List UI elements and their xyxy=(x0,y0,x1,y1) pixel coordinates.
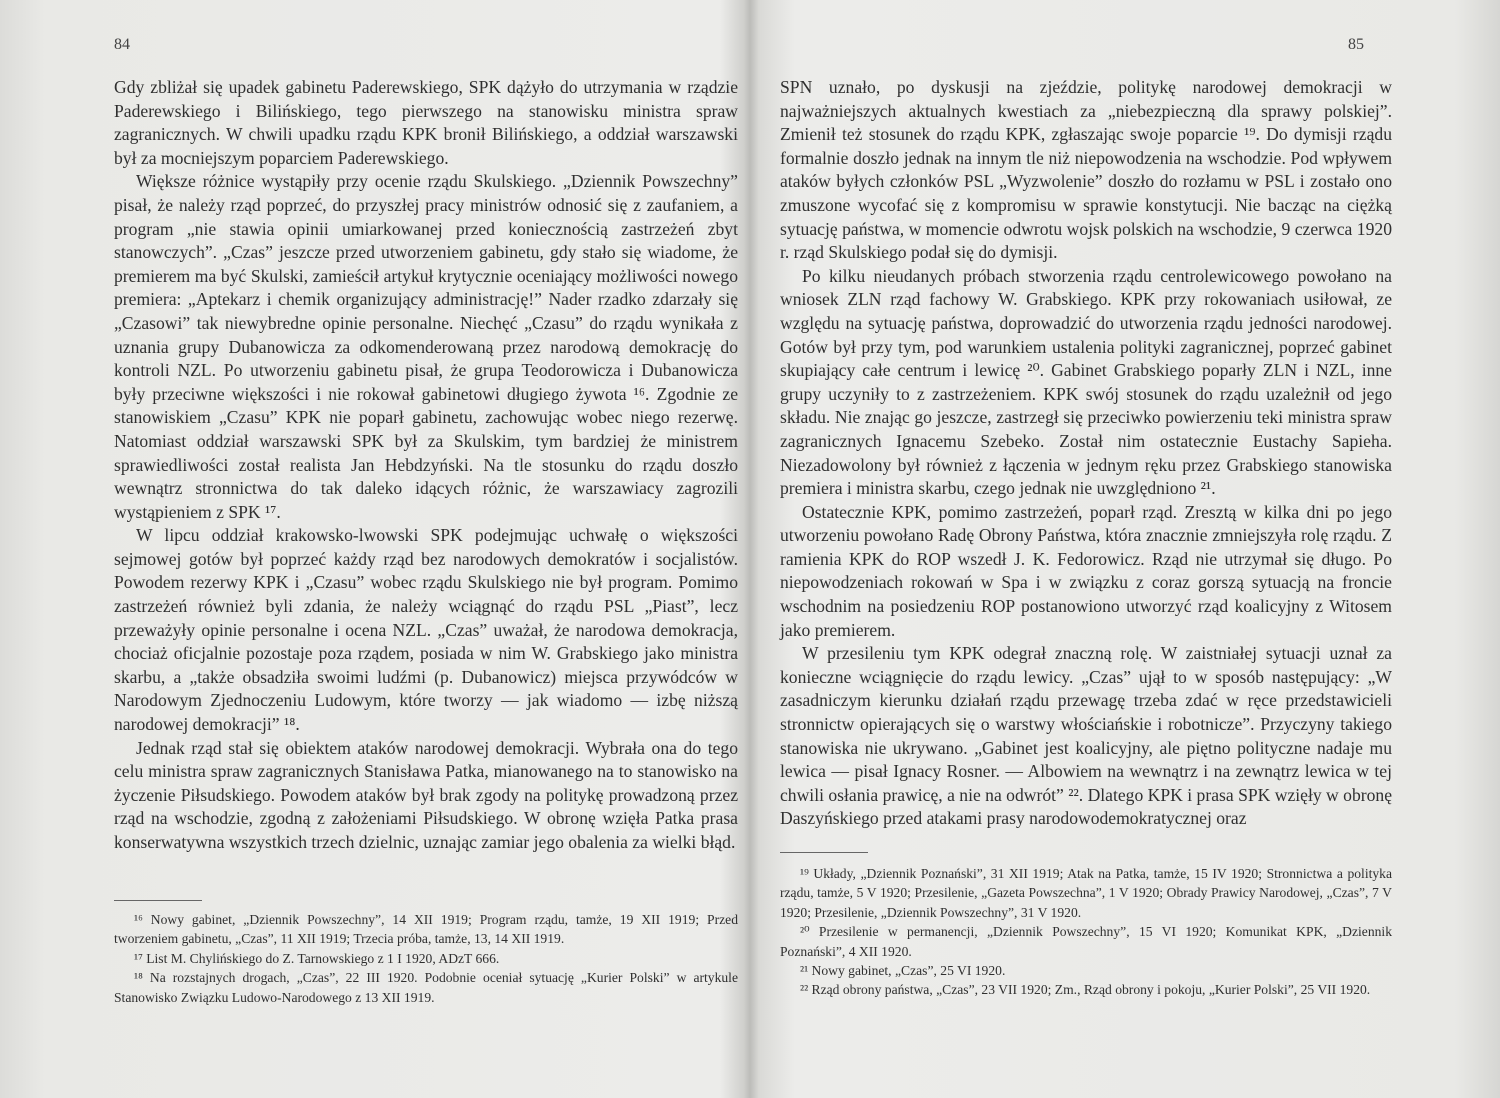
body-text xyxy=(114,76,738,855)
footnote: ¹⁶ Nowy gabinet, „Dziennik Powszechny”, 14 XII 1919; Program rządu, tamże, 19 XII 1919; Przed tworzeniem gabinetu, „Czas”, 11 XII 1919; Trzecia próba, tamże, 13, 14 XII 1919. xyxy=(114,912,738,947)
footnote: ¹⁸ Na rozstajnych drogach, „Czas”, 22 III 1920. Podobnie oceniał sytuację „Kurier Polski” w artykule Stanowisko Związku Ludowo-Narodowego z 13 XII 1919. xyxy=(114,970,738,1005)
footnotes xyxy=(114,910,738,1007)
footnote: ²² Rząd obrony państwa, „Czas”, 23 VII 1920; Zm., Rząd obrony i pokoju, „Kurier Polski”, 25 VII 1920. xyxy=(800,982,1371,998)
footnote-divider xyxy=(114,900,202,901)
right-page xyxy=(752,0,1500,1098)
paragraph: Większe różnice wystąpiły przy ocenie rządu Skulskiego. „Dziennik Powszechny” pisał, że należy rząd poprzeć, do przyszłej pracy ministrów odnosić się z zaufaniem, a program „nie stawia opinii umiarkowanej przed koniecznością zastrzeżeń zbyt stanowczych”. „Czas” jeszcze przed utworzeniem gabinetu, gdy stało się wiadome, że premierem ma być Skulski, zamieścił artykuł krytycznie oceniający możliwości nowego premiera: „Aptekarz i chemik organizujący administrację!” Nader rzadko zdarzały się „Czasowi” tak niewybredne opinie personalne. Niechęć „Czasu” do rządu wynikała z uznania grupy Dubanowicza za odkomenderowaną przez narodową demokrację do kontroli NZL. Po utworzeniu gabinetu pisał, że grupa Teodorowicza i Dubanowicza były przeciwne większości i nie rokował gabinetowi długiego żywota ¹⁶. Zgodnie ze stanowiskiem „Czasu” KPK nie poparł gabinetu, zachowując wobec niego rezerwę. Natomiast oddział warszawski SPK był za Skulskim, tym bardziej że ministrem sprawiedliwości został realista Jan Hebdzyński. Na tle stosunku do rządu doszło wewnątrz stronnictwa do tak daleko idących różnic, że warszawiacy zagrozili wystąpieniem z SPK ¹⁷. xyxy=(114,171,738,522)
footnote: ¹⁷ List M. Chylińskiego do Z. Tarnowskiego z 1 I 1920, ADzT 666. xyxy=(134,950,500,966)
paragraph: W przesileniu tym KPK odegrał znaczną rolę. W zaistniałej sytuacji uznał za konieczne wciągnięcie do rządu lewicy. „Czas” ujął to w sposób następujący: „W zasadniczym kierunku działań rządu przewagę trzeba zdać w ręce przedstawicieli stronnictw opierających się o warstwy włościańskie i robotnicze”. Przyczyny takiego stanowiska nie ukrywano. „Gabinet jest koalicyjny, ale piętno polityczne nadaje mu lewica — pisał Ignacy Rosner. — Albowiem na wewnątrz i na zewnątrz lewica w tej chwili osłania prawicę, a nie na odwrót” ²². Dlatego KPK i prasa SPK wzięły w obronę Daszyńskiego przed atakami prasy narodowodemokratycznej oraz xyxy=(780,643,1393,829)
footnote: ²⁰ Przesilenie w permanencji, „Dziennik Powszechny”, 15 VI 1920; Komunikat KPK, „Dziennik Poznański”, 4 XII 1920. xyxy=(780,924,1392,959)
footnote: ¹⁹ Układy, „Dziennik Poznański”, 31 XII 1919; Atak na Patka, tamże, 15 IV 1920; Stronnictwa a polityka rządu, tamże, 5 V 1920; Przesilenie, „Gazeta Powszechna”, 1 V 1920; Obrady Prawicy Narodowej, „Czas”, 7 V 1920; Przesilenie, „Dziennik Powszechny”, 31 V 1920. xyxy=(780,866,1392,920)
paragraph: Gdy zbliżał się upadek gabinetu Paderewskiego, SPK dążyło do utrzymania w rządzie Paderewskiego i Bilińskiego, tego pierwszego na stanowisku ministra spraw zagranicznych. W chwili upadku rządu KPK bronił Bilińskiego, a oddział warszawski był za mocniejszym poparciem Paderewskiego. xyxy=(114,77,738,168)
body-text xyxy=(780,76,1392,831)
paragraph: W lipcu oddział krakowsko-lwowski SPK podejmując uchwałę o większości sejmowej gotów był poprzeć każdy rząd bez narodowych demokratów i socjalistów. Powodem rezerwy KPK i „Czasu” wobec rządu Skulskiego nie był program. Pomimo zastrzeżeń również byli zdania, że należy wciągnąć do rządu PSL „Piast”, lecz przeważyły opinie personalne i ocena NZL. „Czas” uważał, że narodowa demokracja, chociaż oficjalnie pozostaje poza rządem, posiada w nim W. Grabskiego jako ministra skarbu, a „także obsadziła swoimi ludźmi (p. Dubanowicz) miejsca przywódców w Narodowym Zjednoczeniu Ludowym, które tworzy — jak wiadomo — izbę niższą narodowej demokracji” ¹⁸. xyxy=(114,525,738,735)
footnotes xyxy=(780,864,1392,1000)
page-number: 84 xyxy=(114,36,130,53)
left-page xyxy=(0,0,748,1098)
footnote-divider xyxy=(780,852,868,853)
footnote: ²¹ Nowy gabinet, „Czas”, 25 VI 1920. xyxy=(800,963,1006,979)
paragraph: Po kilku nieudanych próbach stworzenia rządu centrolewicowego powołano na wniosek ZLN rząd fachowy W. Grabskiego. KPK przy rokowaniach usiłował, ze względu na sytuację państwa, doprowadzić do utworzenia rządu jedności narodowej. Gotów był przy tym, pod warunkiem ustalenia polityki zagranicznej, poprzeć gabinet skupiający całe centrum i lewicę ²⁰. Gabinet Grabskiego poparły ZLN i NZL, inne grupy uczyniły to z zastrzeżeniem. KPK swój stosunek do rządu uzależnił od jego składu. Nie znając go jeszcze, zastrzegł się przeciwko powierzeniu teki ministra spraw zagranicznych Ignacemu Szebeko. Został nim ostatecznie Eustachy Sapieha. Niezadowolony był również z łączenia w jednym ręku przez Grabskiego stanowiska premiera i ministra skarbu, czego jednak nie uwzględniono ²¹. xyxy=(780,265,1392,499)
paragraph: SPN uznało, po dyskusji na zjeździe, politykę narodowej demokracji w najważniejszych aktualnych kwestiach za „niebezpieczną dla sprawy polskiej”. Zmienił też stosunek do rządu KPK, zgłaszając swoje poparcie ¹⁹. Do dymisji rządu formalnie doszło jednak na innym tle niż niepowodzenia na wschodzie. Pod wpływem ataków byłych członków PSL „Wyzwolenie” doszło do rozłamu w PSL i zostało ono zmuszone wycofać się z kompromisu w sprawie konstytucji. Nie bacząc na ciężką sytuację państwa, w momencie odwrotu wojsk polskich na wschodzie, 9 czerwca 1920 r. rząd Skulskiego podał się do dymisji. xyxy=(780,77,1392,263)
paragraph: Jednak rząd stał się obiektem ataków narodowej demokracji. Wybrała ona do tego celu ministra spraw zagranicznych Stanisława Patka, mianowanego na to stanowisko na życzenie Piłsudskiego. Powodem ataków był brak zgody na politykę prowadzoną przez rząd na wschodzie, zgodną z założeniami Piłsudskiego. W obronę wzięła Patka prasa konserwatywna wszystkich trzech dzielnic, uznając zamiar jego obalenia za wielki błąd. xyxy=(114,737,738,852)
page-number: 85 xyxy=(1348,36,1364,53)
paragraph: Ostatecznie KPK, pomimo zastrzeżeń, poparł rząd. Zresztą w kilka dni po jego utworzeniu powołano Radę Obrony Państwa, która znacznie zmniejszyła rolę rządu. Z ramienia KPK do ROP wszedł J. K. Fedorowicz. Rząd nie utrzymał się długo. Po niepowodzeniach rokowań w Spa i w związku z coraz gorszą sytuacją na froncie wschodnim na posiedzeniu ROP postanowiono utworzyć rząd koalicyjny z Witosem jako premierem. xyxy=(780,501,1392,640)
